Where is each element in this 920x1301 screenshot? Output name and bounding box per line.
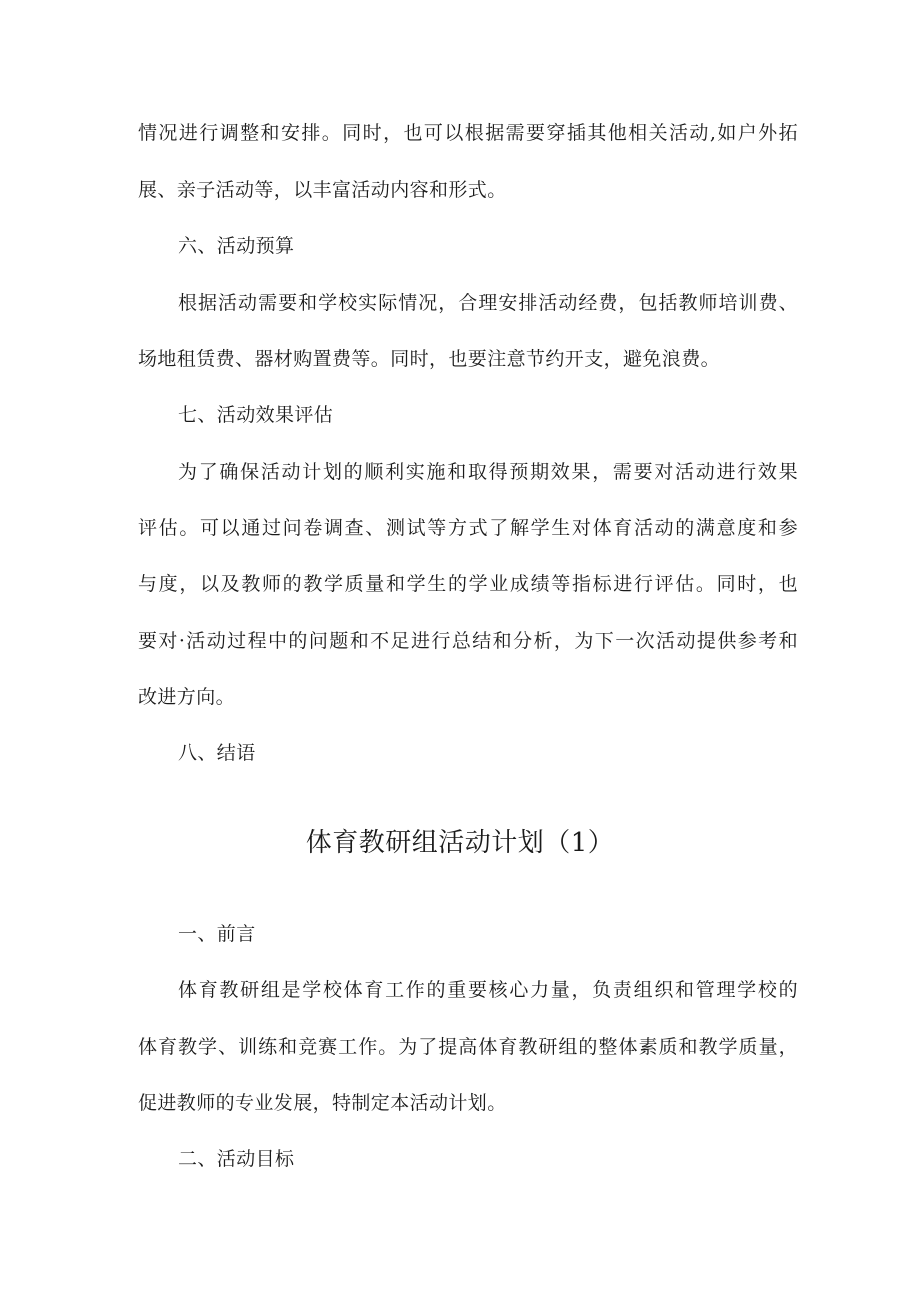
paragraph-line: 要对·活动过程中的问题和不足进行总结和分析，为下一次活动提供参考和 [138, 630, 798, 652]
paragraph-line: 与度，以及教师的教学质量和学生的学业成绩等指标进行评估。同时，也 [138, 573, 798, 595]
paragraph-line: 促进教师的专业发展，特制定本活动计划。 [138, 1092, 507, 1114]
section-heading-preface: 一、前言 [178, 923, 256, 945]
paragraph-line: 为了确保活动计划的顺利实施和取得预期效果，需要对活动进行效果 [178, 461, 798, 483]
paragraph-line: 展、亲子活动等，以丰富活动内容和形式。 [138, 179, 507, 201]
document-title: 体育教研组活动计划（1） [305, 828, 615, 858]
paragraph-line: 情况进行调整和安排。同时，也可以根据需要穿插其他相关活动,如户外拓 [138, 122, 798, 144]
section-heading-conclusion: 八、结语 [178, 742, 256, 764]
paragraph-line: 体育教研组是学校体育工作的重要核心力量，负责组织和管理学校的 [178, 979, 798, 1001]
section-heading-budget: 六、活动预算 [178, 235, 295, 257]
section-heading-goals: 二、活动目标 [178, 1148, 295, 1170]
paragraph-line: 体育教学、训练和竞赛工作。为了提高体育教研组的整体素质和教学质量， [138, 1036, 798, 1058]
paragraph-line: 场地租赁费、器材购置费等。同时，也要注意节约开支，避免浪费。 [138, 348, 721, 370]
paragraph-line: 评估。可以通过问卷调查、测试等方式了解学生对体育活动的满意度和参 [138, 517, 798, 539]
paragraph-line: 改进方向。 [138, 686, 236, 708]
paragraph-line: 根据活动需要和学校实际情况，合理安排活动经费，包括教师培训费、 [178, 292, 798, 314]
section-heading-evaluation: 七、活动效果评估 [178, 404, 334, 426]
